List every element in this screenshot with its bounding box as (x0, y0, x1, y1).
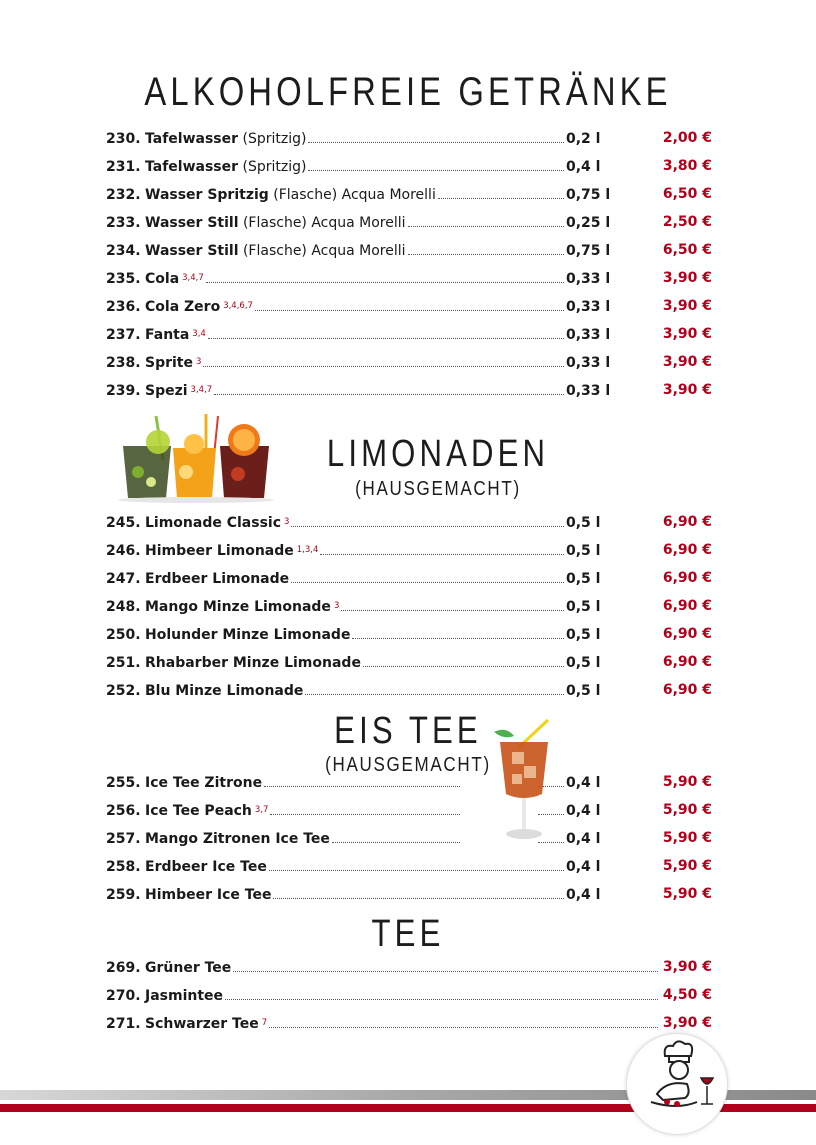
item-name: Grüner Tee (145, 960, 232, 976)
leader-dots (291, 525, 564, 527)
item-name: Cola Zero (145, 299, 221, 315)
leader-dots (363, 665, 564, 667)
item-price: 3,90 € (662, 298, 712, 314)
item-name: Mango Zitronen Ice Tee (145, 831, 330, 847)
item-size: 0,2 l (566, 131, 601, 147)
item-size: 0,33 l (566, 299, 611, 315)
leader-dots (341, 609, 564, 611)
item-extra: (Flasche) Acqua Morelli (238, 243, 406, 259)
item-number: 258. (106, 859, 141, 875)
heading-tee: TEE (371, 913, 445, 955)
item-price: 6,90 € (662, 514, 712, 530)
menu-item (106, 183, 630, 203)
leader-dots (408, 253, 564, 255)
item-number: 252. (106, 683, 141, 699)
item-size: 0,4 l (566, 775, 601, 791)
chef-logo (626, 1033, 728, 1135)
item-price: 6,90 € (662, 598, 712, 614)
item-number: 270. (106, 988, 141, 1004)
leader-dots (332, 841, 460, 843)
item-name: Schwarzer Tee (145, 1016, 259, 1032)
leader-dots (291, 581, 564, 583)
menu-item (106, 679, 630, 699)
item-price: 3,80 € (662, 158, 712, 174)
item-allergen-note: 1,3,4 (296, 545, 319, 555)
menu-item (106, 595, 630, 615)
menu-item (106, 211, 630, 231)
leader-dots (206, 281, 564, 283)
item-size: 0,5 l (566, 571, 601, 587)
item-price: 3,90 € (662, 326, 712, 342)
item-price: 6,90 € (662, 570, 712, 586)
menu-item (106, 351, 630, 371)
item-size: 0,4 l (566, 159, 601, 175)
item-size: 0,33 l (566, 327, 611, 343)
leader-dots (255, 309, 564, 311)
item-extra: (Spritzig) (238, 159, 307, 175)
item-number: 255. (106, 775, 141, 791)
leader-dots (308, 141, 564, 143)
heading-alkoholfrei: ALKOHOLFREIE GETRÄNKE (144, 70, 672, 114)
item-number: 259. (106, 887, 141, 903)
item-size: 0,5 l (566, 543, 601, 559)
item-name: Himbeer Limonade (145, 543, 294, 559)
item-name: Ice Tee Peach (145, 803, 252, 819)
item-size: 0,4 l (566, 803, 601, 819)
menu-item (106, 623, 630, 643)
item-name: Erdbeer Ice Tee (145, 859, 267, 875)
item-name: Tafelwasser (145, 131, 239, 147)
item-price: 6,90 € (662, 542, 712, 558)
item-price: 3,90 € (662, 354, 712, 370)
subheading-limonaden: (HAUSGEMACHT) (355, 478, 521, 500)
item-allergen-note: 3 (284, 517, 290, 527)
item-price: 5,90 € (662, 774, 712, 790)
item-allergen-note: 3 (196, 357, 202, 367)
item-size: 0,5 l (566, 627, 601, 643)
item-number: 238. (106, 355, 141, 371)
item-size: 0,5 l (566, 655, 601, 671)
item-price: 6,90 € (662, 654, 712, 670)
item-price: 2,50 € (662, 214, 712, 230)
menu-item (106, 295, 630, 315)
item-number: 236. (106, 299, 141, 315)
item-extra: (Spritzig) (238, 131, 307, 147)
item-price: 6,50 € (662, 186, 712, 202)
item-name: Sprite (145, 355, 193, 371)
leader-dots (269, 869, 564, 871)
item-price: 5,90 € (662, 830, 712, 846)
leader-dots (270, 813, 460, 815)
leader-dots (264, 785, 460, 787)
item-name: Blu Minze Limonade (145, 683, 304, 699)
heading-limonaden: LIMONADEN (326, 433, 550, 475)
item-number: 235. (106, 271, 141, 287)
leader-dots (225, 998, 658, 1000)
item-price: 6,90 € (662, 626, 712, 642)
item-allergen-note: 3,4,6,7 (223, 301, 253, 311)
item-price: 2,00 € (662, 130, 712, 146)
leader-dots (233, 970, 658, 972)
leader-dots (214, 393, 564, 395)
item-name: Jasmintee (145, 988, 224, 1004)
leader-dots (208, 337, 564, 339)
item-size: 0,75 l (566, 187, 611, 203)
item-allergen-note: 3,4,7 (182, 273, 204, 283)
item-size: 0,5 l (566, 683, 601, 699)
leader-dots (203, 365, 564, 367)
item-size: 0,75 l (566, 243, 611, 259)
item-price: 6,90 € (662, 682, 712, 698)
menu-item (106, 379, 630, 399)
menu-item (106, 239, 630, 259)
subheading-eistee: (HAUSGEMACHT) (325, 754, 491, 776)
item-allergen-note: 3 (333, 601, 340, 611)
item-size: 0,33 l (566, 271, 611, 287)
menu-item (106, 511, 630, 531)
menu-item (106, 883, 630, 903)
item-name: Fanta (145, 327, 190, 343)
leader-dots (308, 169, 564, 171)
item-allergen-note: 7 (261, 1018, 268, 1028)
item-number: 245. (106, 515, 141, 531)
item-price: 4,50 € (662, 987, 712, 1003)
item-size: 0,4 l (566, 859, 601, 875)
heading-eistee: EIS TEE (334, 710, 482, 752)
item-number: 248. (106, 599, 141, 615)
item-size: 0,4 l (566, 831, 601, 847)
item-name: Spezi (145, 383, 188, 399)
item-number: 247. (106, 571, 141, 587)
item-name: Limonade Classic (145, 515, 282, 531)
item-number: 233. (106, 215, 141, 231)
item-price: 3,90 € (662, 382, 712, 398)
menu-item (106, 323, 630, 343)
item-number: 232. (106, 187, 141, 203)
menu-item (106, 155, 630, 175)
item-number: 271. (106, 1016, 141, 1032)
item-name: Ice Tee Zitrone (145, 775, 263, 791)
item-size: 0,5 l (566, 515, 601, 531)
item-number: 257. (106, 831, 141, 847)
ice-tea-glass-icon (488, 718, 560, 846)
item-number: 256. (106, 803, 141, 819)
item-number: 246. (106, 543, 141, 559)
item-name: Rhabarber Minze Limonade (145, 655, 361, 671)
menu-item (106, 127, 630, 147)
item-size: 0,33 l (566, 355, 611, 371)
item-price: 3,90 € (662, 959, 712, 975)
item-name: Tafelwasser (145, 159, 239, 175)
item-number: 251. (106, 655, 141, 671)
item-size: 0,5 l (566, 599, 601, 615)
item-name: Himbeer Ice Tee (145, 887, 272, 903)
lemonade-glasses-icon (118, 412, 274, 504)
item-name: Wasser Spritzig (145, 187, 269, 203)
leader-dots (352, 637, 564, 639)
item-number: 234. (106, 243, 141, 259)
item-size: 0,4 l (566, 887, 601, 903)
item-name: Erdbeer Limonade (145, 571, 290, 587)
leader-dots (305, 693, 564, 695)
item-name: Wasser Still (145, 215, 239, 231)
menu-item (106, 267, 630, 287)
leader-dots (408, 225, 564, 227)
chef-logo-icon (627, 1034, 727, 1134)
item-name: Mango Minze Limonade (145, 599, 331, 615)
menu-item (106, 1012, 660, 1032)
menu-item (106, 567, 630, 587)
item-allergen-note: 3,7 (254, 805, 269, 815)
item-price: 5,90 € (662, 802, 712, 818)
item-size: 0,25 l (566, 215, 611, 231)
item-allergen-note: 3,4,7 (190, 385, 213, 395)
menu-item (106, 855, 630, 875)
item-number: 250. (106, 627, 141, 643)
item-number: 230. (106, 131, 141, 147)
item-size: 0,33 l (566, 383, 611, 399)
item-number: 269. (106, 960, 141, 976)
leader-dots (269, 1026, 658, 1028)
item-price: 3,90 € (662, 270, 712, 286)
item-allergen-note: 3,4 (192, 329, 206, 339)
leader-dots (438, 197, 564, 199)
item-number: 239. (106, 383, 141, 399)
item-price: 6,50 € (662, 242, 712, 258)
item-number: 231. (106, 159, 141, 175)
item-extra: (Flasche) Acqua Morelli (268, 187, 436, 203)
item-number: 237. (106, 327, 141, 343)
menu-item (106, 984, 660, 1004)
item-name: Cola (145, 271, 180, 287)
menu-item (106, 651, 630, 671)
item-price: 5,90 € (662, 858, 712, 874)
leader-dots (273, 897, 564, 899)
item-extra: (Flasche) Acqua Morelli (238, 215, 406, 231)
item-name: Holunder Minze Limonade (145, 627, 351, 643)
leader-dots (320, 553, 564, 555)
item-price: 5,90 € (662, 886, 712, 902)
menu-item (106, 539, 630, 559)
item-price: 3,90 € (662, 1015, 712, 1031)
menu-item (106, 956, 660, 976)
item-name: Wasser Still (145, 243, 239, 259)
